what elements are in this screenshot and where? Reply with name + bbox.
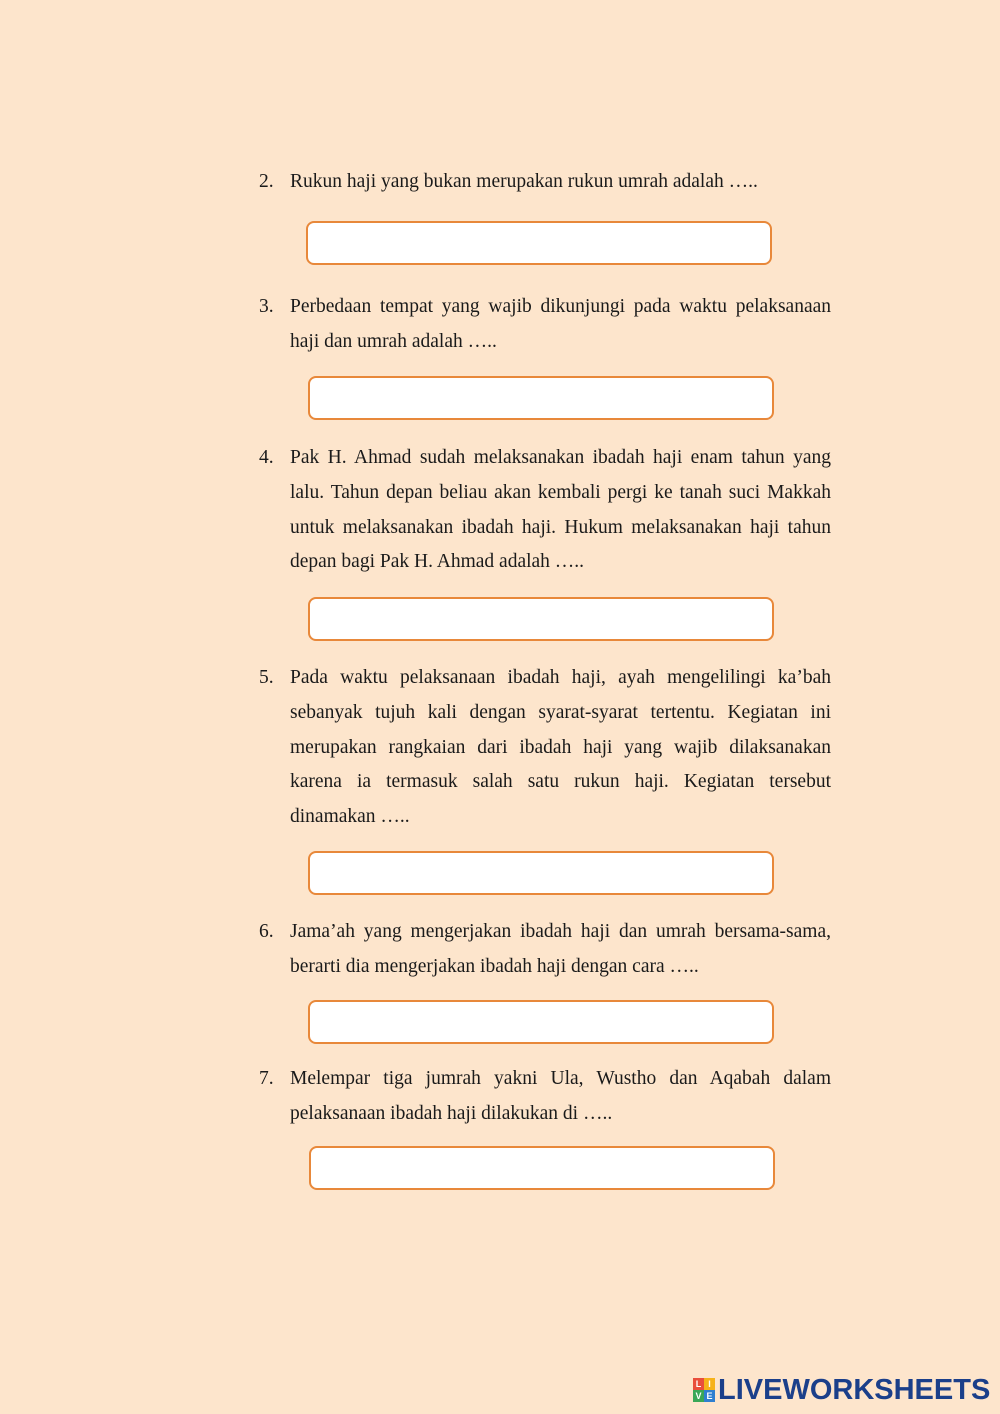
question-text: Pak H. Ahmad sudah melaksanakan ibadah haji enam tahun yang lalu. Tahun depan beliau akan kembali pergi ke tanah suci Makkah untuk melaksanakan ibadah haji. Hukum melaksanakan haji tahun depan bagi Pak H. Ahmad adalah ….. <box>290 447 831 573</box>
logo-tile-i: I <box>704 1378 715 1390</box>
answer-input-6[interactable] <box>308 1000 774 1044</box>
question-3 <box>259 290 831 360</box>
question-number: 5. <box>259 667 274 688</box>
logo-tile-l: L <box>693 1378 704 1390</box>
answer-input-2[interactable] <box>306 221 772 265</box>
question-text: Jama’ah yang mengerjakan ibadah haji dan umrah bersama-sama, berarti dia mengerjakan ibadah haji dengan cara ….. <box>290 921 831 977</box>
answer-input-7[interactable] <box>309 1146 775 1190</box>
question-text: Melempar tiga jumrah yakni Ula, Wustho dan Aqabah dalam pelaksanaan ibadah haji dilakukan di ….. <box>290 1068 831 1124</box>
question-6 <box>259 915 831 985</box>
answer-input-3[interactable] <box>308 376 774 420</box>
question-text: Pada waktu pelaksanaan ibadah haji, ayah mengelilingi ka’bah sebanyak tujuh kali dengan syarat-syarat tertentu. Kegiatan ini merupakan rangkaian dari ibadah haji yang wajib dilaksanakan karena ia termasuk salah satu rukun haji. Kegiatan tersebut dinamakan ….. <box>290 667 831 828</box>
question-text: Perbedaan tempat yang wajib dikunjungi pada waktu pelaksanaan haji dan umrah adalah ….. <box>290 296 831 352</box>
question-number: 7. <box>259 1068 274 1089</box>
logo-tile-v: V <box>693 1390 704 1402</box>
question-2 <box>259 165 831 200</box>
question-number: 4. <box>259 447 274 468</box>
liveworksheets-logo <box>693 1374 990 1406</box>
brand-text: LIVEWORKSHEETS <box>718 1373 991 1406</box>
question-number: 2. <box>259 171 274 192</box>
question-text: Rukun haji yang bukan merupakan rukun umrah adalah ….. <box>290 171 758 192</box>
answer-input-4[interactable] <box>308 597 774 641</box>
answer-input-5[interactable] <box>308 851 774 895</box>
question-4 <box>259 441 831 580</box>
question-number: 3. <box>259 296 274 317</box>
logo-icon <box>693 1378 715 1402</box>
logo-tile-e: E <box>704 1390 715 1402</box>
question-5 <box>259 661 831 835</box>
question-number: 6. <box>259 921 274 942</box>
question-7 <box>259 1062 831 1132</box>
